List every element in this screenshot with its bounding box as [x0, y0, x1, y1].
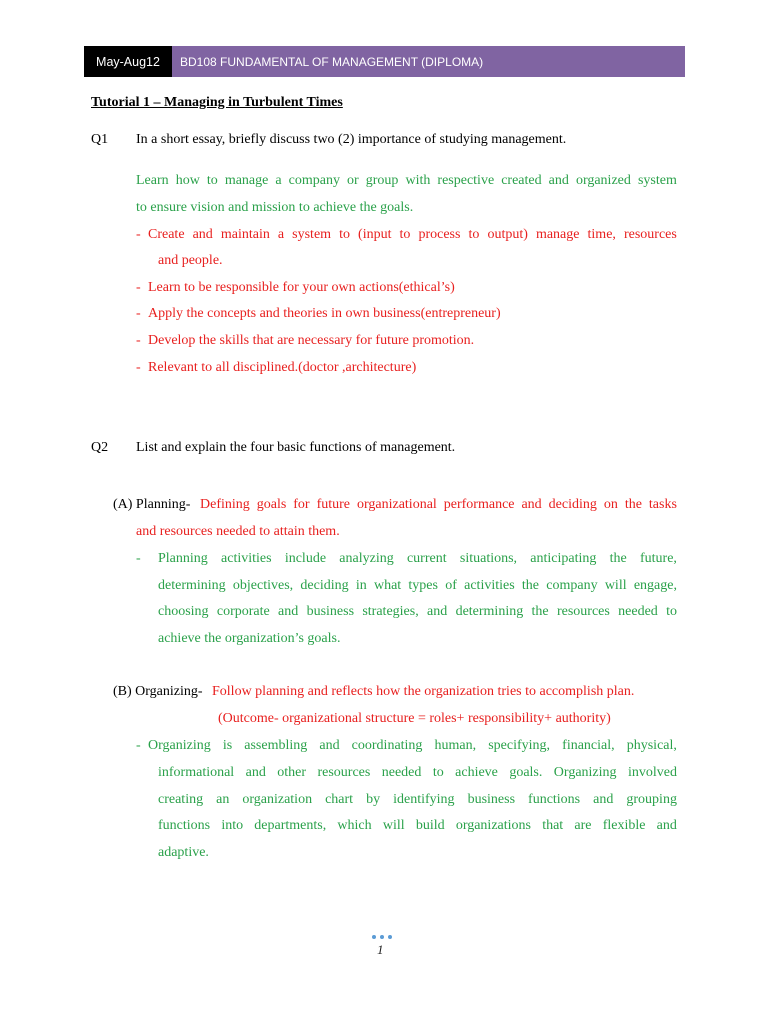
word: that: [542, 818, 564, 833]
word: the: [521, 578, 540, 593]
word: Organizing: [148, 738, 211, 753]
word: Organizing: [553, 765, 617, 780]
word: company: [288, 173, 340, 188]
word: the: [531, 604, 549, 619]
organizing-outcome: (Outcome- organizational structure = roles+ responsibility+ authority): [218, 711, 611, 726]
word: departments,: [254, 818, 327, 833]
word: achieve: [455, 765, 498, 780]
word: business: [306, 604, 355, 619]
word: group: [365, 173, 399, 188]
word: system: [292, 227, 332, 242]
word: other: [277, 765, 307, 780]
q1-bullet-3: Apply the concepts and theories in own business(entrepreneur): [148, 306, 501, 321]
word: and: [593, 792, 614, 807]
q1-bullet-dash: -: [136, 333, 141, 348]
planning-detail-dash: -: [136, 551, 141, 566]
word: organization: [242, 792, 313, 807]
word: a: [277, 227, 285, 242]
word: corporate: [216, 604, 270, 619]
organizing-detail-dash: -: [136, 738, 141, 753]
word: time,: [587, 227, 616, 242]
word: will: [382, 818, 405, 833]
word: will: [604, 578, 627, 593]
word: respective: [437, 173, 495, 188]
word: Defining: [200, 497, 250, 512]
word: flexible: [602, 818, 646, 833]
q1-bullet-1: [148, 226, 677, 243]
word: are: [574, 818, 592, 833]
word: the: [609, 551, 627, 566]
word: by: [366, 792, 381, 807]
word: and: [548, 173, 569, 188]
word: chart: [325, 792, 354, 807]
word: organized: [575, 173, 631, 188]
word: maintain: [220, 227, 270, 242]
q1-intro-line2: to ensure vision and mission to achieve the goals.: [136, 200, 414, 215]
q2-question: List and explain the four basic functions of management.: [136, 440, 456, 455]
word: on: [603, 497, 618, 512]
word: to: [432, 765, 444, 780]
word: types: [408, 578, 438, 593]
word: resources: [317, 765, 371, 780]
word: goals: [256, 497, 287, 512]
word: creating: [158, 792, 204, 807]
word: Learn: [136, 173, 169, 188]
word: needed: [381, 765, 422, 780]
word: determining: [158, 578, 226, 593]
word: with: [405, 173, 431, 188]
q1-bullet-1-cont: and people.: [158, 253, 223, 268]
planning-label: (A) Planning-: [113, 497, 191, 512]
organizing-detail-line5: adaptive.: [158, 845, 209, 860]
word: identifying: [393, 792, 455, 807]
q1-bullet-4: Develop the skills that are necessary for future promotion.: [148, 333, 475, 348]
organizing-detail-line3: [158, 791, 677, 808]
word: physical,: [626, 738, 677, 753]
word: created: [501, 173, 542, 188]
q2-number: Q2: [91, 440, 109, 455]
word: goals.: [509, 765, 543, 780]
q1-bullet-dash: -: [136, 360, 141, 375]
word: and: [278, 604, 299, 619]
planning-detail-line2: [158, 577, 677, 594]
q1-intro-line1: [136, 172, 677, 189]
planning-detail-line3: [158, 603, 677, 620]
word: to: [206, 173, 218, 188]
word: include: [284, 551, 327, 566]
organizing-definition: Follow planning and reflects how the organization tries to accomplish plan.: [212, 684, 635, 699]
word: organizational: [356, 497, 437, 512]
word: tasks: [648, 497, 677, 512]
word: the: [624, 497, 642, 512]
word: to: [666, 604, 677, 619]
q1-question: In a short essay, briefly discuss two (2) importance of studying management.: [136, 132, 567, 147]
word: future,: [640, 551, 677, 566]
word: strategies,: [362, 604, 419, 619]
document-header: [84, 46, 685, 77]
word: which: [337, 818, 372, 833]
word: an: [216, 792, 230, 807]
word: Planning: [158, 551, 208, 566]
word: company: [546, 578, 598, 593]
word: what: [373, 578, 402, 593]
word: manage: [535, 227, 580, 242]
word: engage,: [633, 578, 677, 593]
word: grouping: [626, 792, 677, 807]
page-decoration-dots: [372, 935, 392, 939]
word: activities: [464, 578, 515, 593]
organizing-detail-line4: [158, 817, 677, 834]
word: manage: [224, 173, 269, 188]
word: current: [406, 551, 447, 566]
word: and: [521, 497, 542, 512]
word: resources: [623, 227, 677, 242]
word: future: [316, 497, 350, 512]
word: performance: [443, 497, 515, 512]
word: and: [427, 604, 448, 619]
word: organizations: [455, 818, 531, 833]
word: anticipating: [530, 551, 597, 566]
word: of: [445, 578, 457, 593]
word: informational: [158, 765, 235, 780]
word: needed: [618, 604, 658, 619]
word: system: [637, 173, 677, 188]
word: for: [293, 497, 310, 512]
word: build: [415, 818, 445, 833]
page-number: 1: [377, 942, 384, 957]
dot: [372, 935, 376, 939]
word: and: [319, 738, 340, 753]
q1-bullet-dash: -: [136, 280, 141, 295]
word: and: [656, 818, 677, 833]
word: deciding: [548, 497, 597, 512]
word: (input: [358, 227, 392, 242]
word: activities: [221, 551, 272, 566]
tutorial-title: Tutorial 1 – Managing in Turbulent Times: [91, 95, 343, 110]
semester-label: May-Aug12: [84, 46, 172, 77]
word: human,: [434, 738, 477, 753]
q1-bullet-2: Learn to be responsible for your own actions(ethical’s): [148, 280, 455, 295]
word: functions: [158, 818, 211, 833]
q1-bullet-dash: -: [136, 227, 141, 242]
word: analyzing: [339, 551, 394, 566]
word: determining: [455, 604, 524, 619]
dot: [380, 935, 384, 939]
organizing-label: (B) Organizing-: [113, 684, 203, 699]
q1-bullet-dash: -: [136, 306, 141, 321]
word: assembling: [244, 738, 308, 753]
word: choosing: [158, 604, 209, 619]
word: Create: [148, 227, 185, 242]
word: how: [175, 173, 200, 188]
word: to: [468, 227, 480, 242]
word: a: [275, 173, 282, 188]
word: or: [347, 173, 359, 188]
organizing-detail-line2: [158, 764, 677, 781]
q1-bullet-5: Relevant to all disciplined.(doctor ,architecture): [148, 360, 417, 375]
word: is: [222, 738, 233, 753]
word: situations,: [459, 551, 518, 566]
course-title: BD108 FUNDAMENTAL OF MANAGEMENT (DIPLOMA): [172, 46, 685, 77]
word: process: [418, 227, 461, 242]
q1-number: Q1: [91, 132, 109, 147]
planning-definition-line2: and resources needed to attain them.: [136, 524, 340, 539]
planning-detail-line4: achieve the organization’s goals.: [158, 631, 341, 646]
word: resources: [556, 604, 610, 619]
word: output): [487, 227, 528, 242]
word: financial,: [562, 738, 615, 753]
planning-definition-line1: [200, 496, 677, 513]
word: to: [399, 227, 411, 242]
word: in: [355, 578, 367, 593]
organizing-detail-line1: [148, 737, 677, 754]
word: functions: [528, 792, 581, 807]
word: and: [192, 227, 213, 242]
word: into: [221, 818, 244, 833]
word: objectives,: [232, 578, 294, 593]
planning-detail-line1: [158, 550, 677, 567]
word: involved: [627, 765, 677, 780]
word: specifying,: [488, 738, 551, 753]
word: coordinating: [351, 738, 423, 753]
word: to: [339, 227, 350, 242]
word: and: [245, 765, 266, 780]
word: business: [467, 792, 516, 807]
word: deciding: [300, 578, 349, 593]
dot: [388, 935, 392, 939]
